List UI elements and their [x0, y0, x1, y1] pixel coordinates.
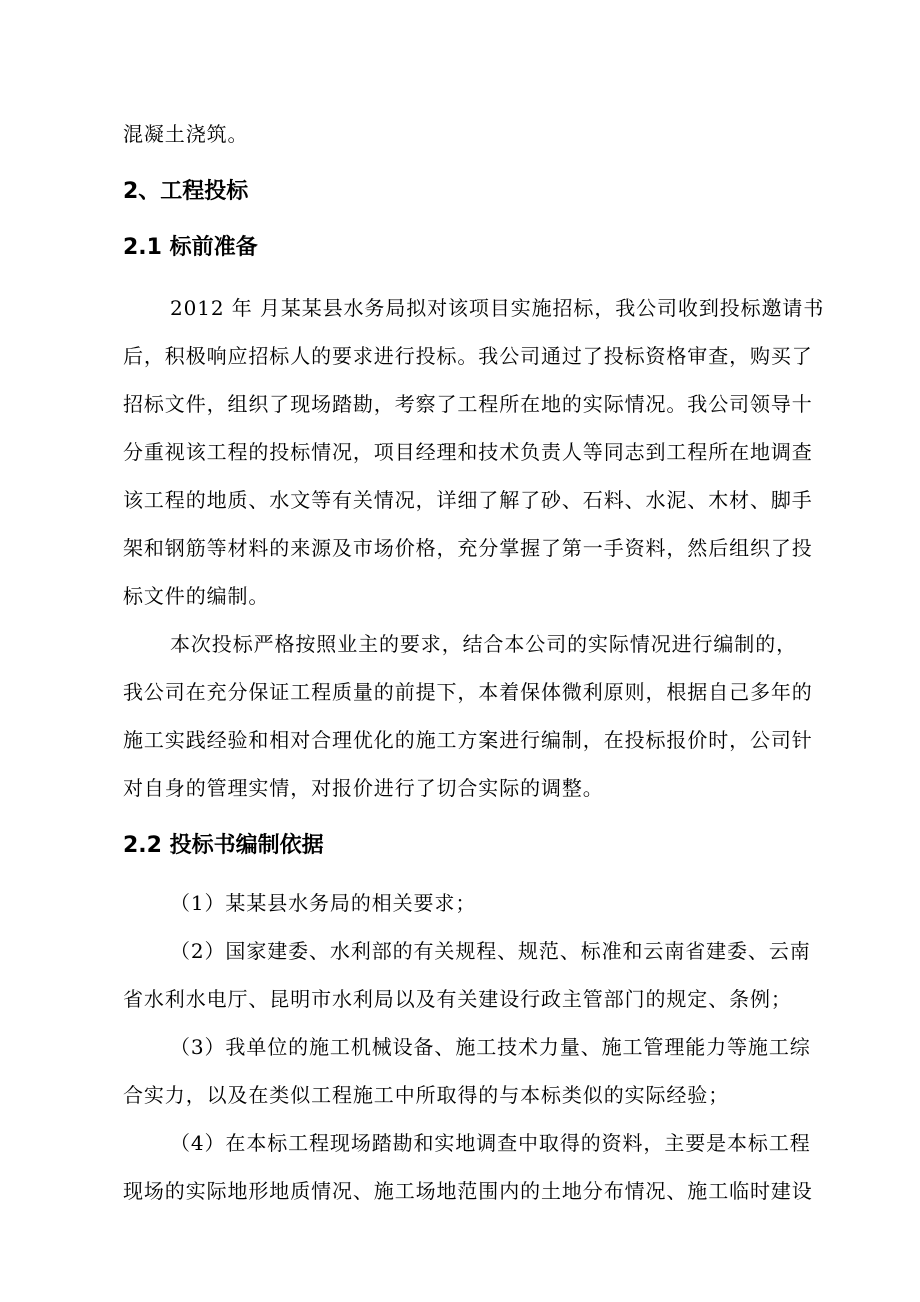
paragraph-line: 招标文件，组织了现场踏勘，考察了工程所在地的实际情况。我公司领导十	[123, 392, 813, 416]
list-item: （1）某某县水务局的相关要求；	[170, 891, 477, 915]
subsection-heading: 2.2 投标书编制依据	[123, 833, 324, 858]
list-item: （3）我单位的施工机械设备、施工技术力量、施工管理能力等施工综	[170, 1035, 811, 1059]
paragraph-line: 2012 年 月某某县水务局拟对该项目实施招标，我公司收到投标邀请书	[170, 296, 825, 320]
list-item-continuation: 合实力，以及在类似工程施工中所取得的与本标类似的实际经验；	[123, 1083, 730, 1107]
list-item-continuation: 省水利水电厅、昆明市水利局以及有关建设行政主管部门的规定、条例；	[123, 987, 792, 1011]
paragraph-line: 分重视该工程的投标情况，项目经理和技术负责人等同志到工程所在地调查	[123, 440, 813, 464]
paragraph-line: 标文件的编制。	[123, 584, 270, 608]
paragraph-line: 混凝土浇筑。	[123, 122, 249, 146]
paragraph-line: 施工实践经验和相对合理优化的施工方案进行编制，在投标报价时，公司针	[123, 728, 813, 752]
paragraph-line: 对自身的管理实情，对报价进行了切合实际的调整。	[123, 776, 604, 800]
list-item-continuation: 现场的实际地形地质情况、施工场地范围内的土地分布情况、施工临时建设	[123, 1179, 813, 1203]
paragraph-line: 本次投标严格按照业主的要求，结合本公司的实际情况进行编制的，	[170, 632, 797, 656]
paragraph-line: 后，积极响应招标人的要求进行投标。我公司通过了投标资格审查，购买了	[123, 344, 813, 368]
list-item: （4）在本标工程现场踏勘和实地调查中取得的资料，主要是本标工程	[170, 1131, 811, 1155]
section-heading: 2、工程投标	[123, 179, 249, 204]
paragraph-line: 我公司在充分保证工程质量的前提下，本着保体微利原则，根据自己多年的	[123, 680, 813, 704]
list-item: （2）国家建委、水利部的有关规程、规范、标准和云南省建委、云南	[170, 939, 811, 963]
paragraph-line: 该工程的地质、水文等有关情况，详细了解了砂、石料、水泥、木材、脚手	[123, 488, 813, 512]
paragraph-line: 架和钢筋等材料的来源及市场价格，充分掌握了第一手资料，然后组织了投	[123, 536, 813, 560]
subsection-heading: 2.1 标前准备	[123, 235, 258, 260]
